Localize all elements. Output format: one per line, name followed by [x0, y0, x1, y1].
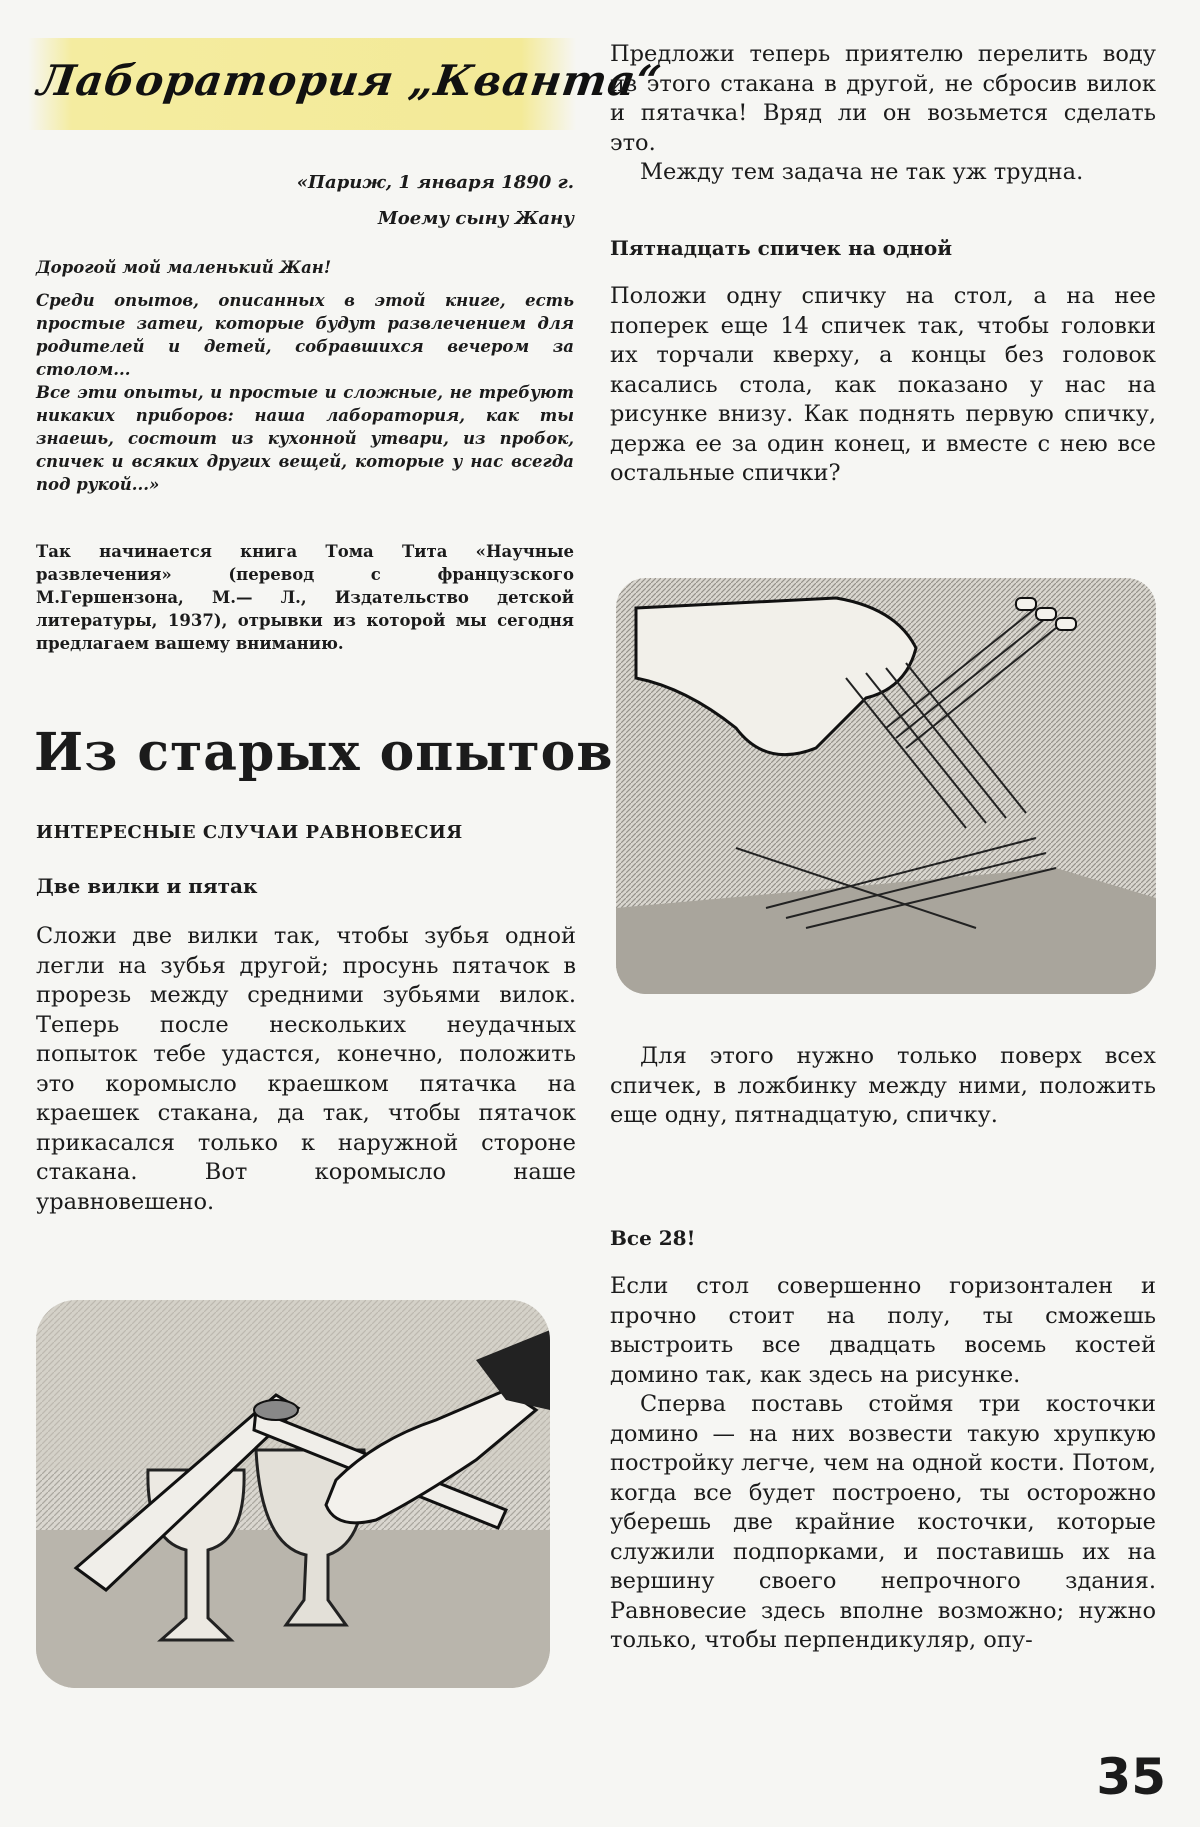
letter-body — [36, 256, 574, 496]
domino-text — [610, 1272, 1156, 1656]
section-heading: ИНТЕРЕСНЫЕ СЛУЧАИ РАВНОВЕСИЯ — [36, 822, 463, 843]
matches-text: Положи одну спичку на стол, а на нее поперек еще 14 спичек так, чтобы головки их торчали кверху, а концы без головок касались стола, как показано у нас на рисунке внизу. Как поднять первую спичку, держа ее за один конец, и вместе с нею все остальные спички? — [610, 283, 1156, 486]
page-number: 35 — [1096, 1748, 1166, 1806]
forks-continue-1: Предложи теперь приятелю перелить воду из этого стакана в другой, не сбросив вилок и пятачка! Вряд ли он возьмется сделать это. — [610, 41, 1156, 156]
masthead — [28, 38, 665, 130]
article-title: Из старых опытов — [34, 722, 614, 783]
domino-heading: Все 28! — [610, 1226, 696, 1250]
domino-text-1: Если стол совершенно горизонтален и прочно стоит на полу, ты сможешь выстроить все двадцать восемь костей домино так, как здесь на рисунке. — [610, 1273, 1156, 1388]
domino-text-2: Сперва поставь стоймя три косточки домино — на них возвести такую хрупкую постройку легче, чем на одной кости. Потом, когда все будет построено, ты осторожно уберешь две крайние косточки, которые служили подпорками, и поставишь их на вершину своего непрочного здания. Равновесие здесь вполне возможно; нужно только, чтобы перпендикуляр, опу- — [610, 1391, 1156, 1653]
letter-dedication: Моему сыну Жану — [377, 208, 574, 229]
letter-greeting: Дорогой мой маленький Жан! — [36, 258, 332, 277]
matches-answer-text: Для этого нужно только поверх всех спичек, в ложбинку между ними, положить еще одну, пятнадцатую, спичку. — [610, 1043, 1156, 1128]
letter-paragraph-2: Все эти опыты, и простые и сложные, не требуют никаких приборов: наша лаборатория, как ты знаешь, состоит из кухонной утвари, из пробок, спичек и всяких других вещей, которые у нас всегда под рукой...» — [36, 383, 574, 494]
masthead-title: Лаборатория „Кванта“ — [34, 56, 665, 105]
matches-answer — [610, 1042, 1156, 1131]
letter-place-date: «Париж, 1 января 1890 г. — [296, 172, 574, 193]
forks-heading: Две вилки и пятак — [36, 874, 258, 898]
intro-text: Так начинается книга Тома Тита «Научные развлечения» (перевод с французского М.Гершензона, М.— Л., Издательство детской литературы, 1937), отрывки из которой мы сегодня предлагаем вашему вниманию. — [36, 542, 574, 653]
forks-glass-illustration — [36, 1300, 550, 1688]
forks-continue — [610, 40, 1156, 188]
matches-heading: Пятнадцать спичек на одной — [610, 236, 953, 260]
matches-illustration — [616, 578, 1156, 994]
letter-paragraph-1: Среди опытов, описанных в этой книге, есть простые затеи, которые будут развлечением для родителей и детей, собравшихся вечером за столом... — [36, 291, 574, 379]
forks-continue-2: Между тем задача не так уж трудна. — [640, 159, 1084, 185]
forks-text: Сложи две вилки так, чтобы зубья одной легли на зубья другой; просунь пятачок в прорезь между средними зубьями вилок. Теперь после нескольких неудачных попыток тебе удастся, конечно, положить это коромысло краешком пятачка на краешек стакана, да так, чтобы пятачок прикасался только к наружной стороне стакана. Вот коромысло наше уравновешено. — [36, 923, 576, 1215]
